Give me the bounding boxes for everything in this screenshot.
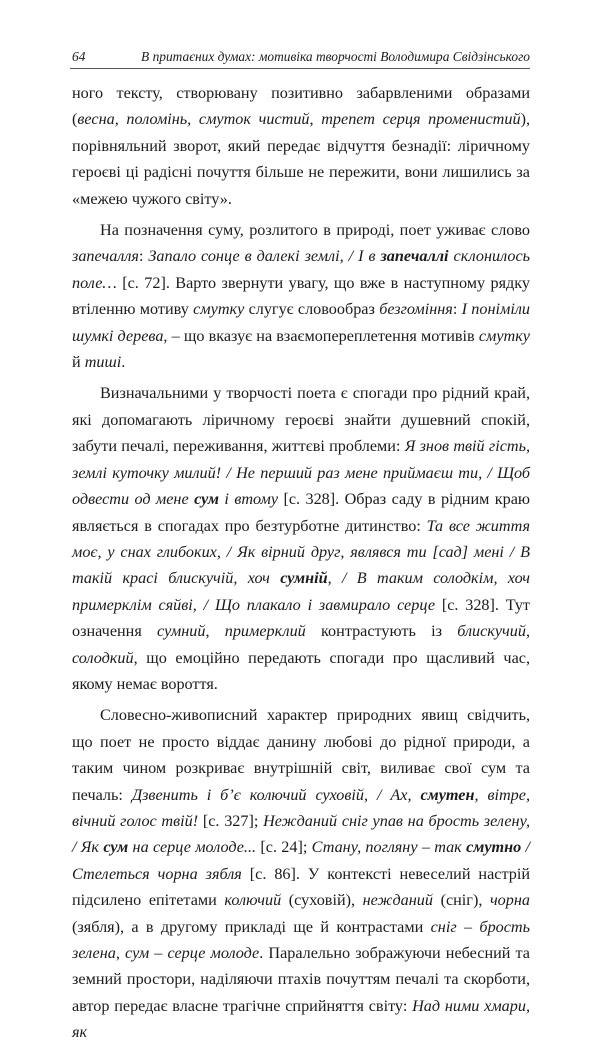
text-run: [с. 328]. Тут означення [72,595,531,641]
text-run-italic: Стану, погляну – так [311,838,467,857]
text-run: , [115,944,126,962]
text-run-italic: , вітре, вічний голос твій! [72,785,530,830]
text-run-italic: весна, поломінь, смуток чистий, трепет серця променистий [77,110,521,129]
text-run-italic: Запало сонце в далекі землі, / І в [148,247,381,266]
text-run-italic: сумний [157,622,206,641]
text-run: : [452,300,462,319]
text-run: ного тексту, створювану позитивно забарвленими образами ( [72,84,530,129]
text-run: контрастують із [305,622,458,641]
text-run: слугує словообраз [244,300,380,319]
text-run: , [525,622,531,641]
text-run: [с. 328]. Образ саду в рідним краю являється в спогадах про безтурботне дитинство: [72,490,530,535]
emphasized-term: сумній [280,569,328,588]
text-run: , що емоційно передають спогади про щасливий час, якому немає вороття. [72,648,530,693]
paragraph [72,380,530,697]
text-run: (зябля), а в другому прикладі ще й контрастами [72,917,431,936]
text-run: , – що вказує на взаємопереплетення мотивів [163,326,479,345]
text-run: й [72,353,85,372]
text-run: Словесно-живописний характер природних явищ свідчить, що поет не просто віддає данину любові до рідної природи, а таким чином розкриває внутрішній світ, виливає свої сум та печаль: [72,706,530,804]
text-run: (суховій), [281,891,363,910]
text-run-italic: сум – серце молоде [125,944,260,962]
text-run-italic: чорна [489,891,530,910]
text-run: Визначальними у творчості поета є спогади про рідний край, які допомагають ліричному героєві знайти душевний спокій, забути печалі, переживання, життєві проблеми: [72,384,530,456]
text-run-italic: колючий [224,891,282,910]
text-run: [с. 86]. У контексті невеселий настрій підсилено епітетами [72,864,530,910]
text-run: ), порівняльний зворот, який передає відчуття безнадії: ліричному героєві ці радісні почуття більше не пережити, вони лишились за «межею чужого світу». [72,110,530,208]
running-header [70,46,530,69]
text-run-italic: Над ними хмари, як [72,996,530,1042]
page-number: 64 [72,49,86,64]
body-text [72,80,530,1046]
text-run-italic: / Стелеться чорна зябля [72,838,530,883]
text-run-italic: смутку [193,300,245,319]
text-run-italic: склонилось поле… [72,247,530,292]
text-run: : [138,247,149,266]
text-run-emphasis [466,838,521,856]
paragraph [72,80,530,212]
text-run-italic: сніг – брость зелена [72,917,530,962]
text-run-italic: Дзвенить і б’є колючий суховій, / Ах, [131,785,421,804]
paragraph [72,217,530,375]
text-run-emphasis [194,490,219,508]
text-run: , [205,622,225,641]
text-run: . Паралельно зображуючи небесний та земний простори, наділяючи птахів почуттям печалі та скорботи, автор передає власне трагічне сприйняття світу: [72,944,530,1015]
emphasized-term: смутно [466,838,522,857]
text-run-italic: нежданий [362,891,433,910]
text-run-italic: блискучий [457,622,526,641]
running-title: В притаєних думах: мотивіка творчості Володимира Свідзінського [141,49,530,64]
text-run-italic: І поніміли шумкі дерева [72,300,531,345]
text-run-italic: примерклий [224,622,306,641]
text-run-italic: безгоміння [379,300,453,319]
text-run-italic: і втому [219,490,279,509]
text-run: . [121,353,126,372]
text-run: На позначення суму, розлитого в природі, поет уживає слово [100,221,530,240]
text-run-emphasis [280,569,327,587]
emphasized-term: смутен [420,785,475,804]
text-run-italic: Та все життя моє, у снах глибоких, / Як вірний друг, являвся ти [сад] мені / В такій красі блискучій, хоч [72,516,530,588]
text-run-italic: тиші [84,353,122,372]
text-run-italic: солодкий [72,648,134,667]
emphasized-term: сум [194,490,220,509]
text-run-italic: , / В таким солодкім, хоч примерклім сяйві, / Що плакало і завмирало серце [72,569,530,614]
text-run: (сніг), [433,891,490,910]
emphasized-term: сум [103,838,129,857]
text-run-emphasis [420,786,474,804]
text-run-italic: Нежданий сніг упав на брость зелену, / Як [72,811,530,857]
text-run-emphasis [380,247,448,265]
text-run: [с. 72]. Варто звернути увагу, що вже в наступному рядку втіленню мотиву [72,273,530,319]
emphasized-term: запечаллі [380,247,449,266]
text-run: [с. 24]; [256,838,312,857]
text-run-italic: запечалля [72,247,139,266]
paragraph [72,702,530,1045]
text-run-italic: на серце молоде... [128,838,257,857]
text-run-italic: Я знов твій гість, землі куточку милий! / Не перший раз мене приймаєш ти, / Щоб одвести од мене [72,437,530,509]
text-run-italic: смутку [478,326,530,345]
text-run-emphasis [103,838,128,856]
text-run: [с. 327]; [198,811,264,830]
